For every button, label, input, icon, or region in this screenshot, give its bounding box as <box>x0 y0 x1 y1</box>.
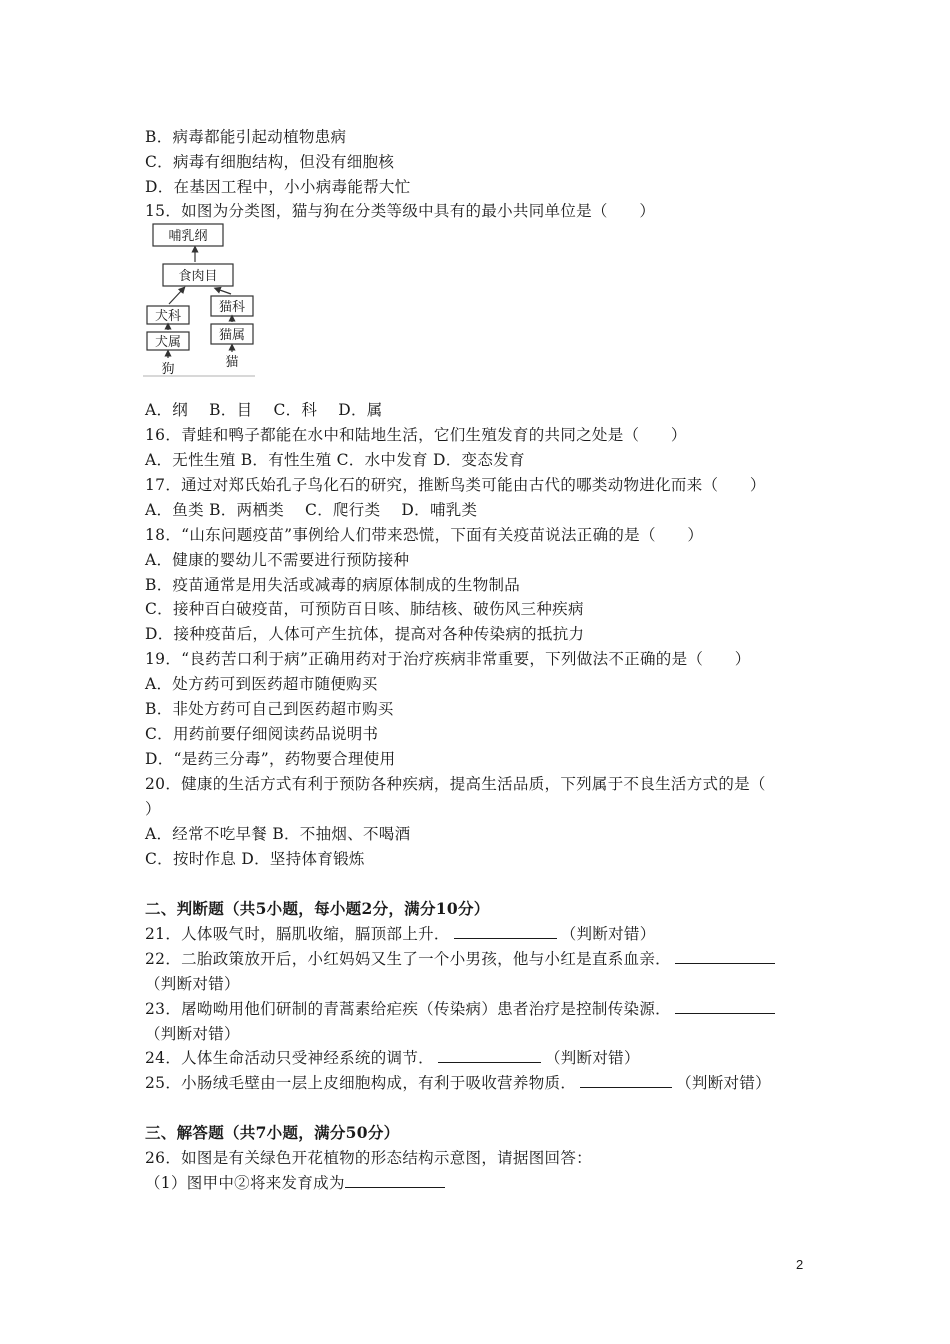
q25-answer-blank[interactable] <box>580 1073 672 1088</box>
q24-text: 24．人体生命活动只受神经系统的调节． <box>145 1049 434 1067</box>
q24-tag: （判断对错） <box>544 1049 640 1067</box>
section2-heading: 二、判断题（共5小题，每小题2分，满分10分） <box>145 899 490 918</box>
q25 <box>145 1073 771 1093</box>
q22-text: 22．二胎政策放开后，小红妈妈又生了一个小男孩，他与小红是直系血亲． <box>145 950 671 968</box>
q20-stem-line1: 20．健康的生活方式有利于预防各种疾病，提高生活品质，下列属于不良生活方式的是（ <box>145 775 766 793</box>
q23-answer-blank[interactable] <box>675 999 775 1014</box>
q21-text: 21．人体吸气时，膈肌收缩，膈顶部上升． <box>145 925 450 943</box>
q18-option-d: D．接种疫苗后，人体可产生抗体，提高对各种传染病的抵抗力 <box>145 625 585 643</box>
class-label: 哺乳纲 <box>168 229 208 244</box>
q14-option-b: B．病毒都能引起动植物患病 <box>145 128 347 146</box>
cat-genus-label: 猫属 <box>218 328 246 343</box>
q26-stem: 26．如图是有关绿色开花植物的形态结构示意图，请据图回答： <box>145 1149 592 1167</box>
section3-heading: 三、解答题（共7小题，满分50分） <box>145 1123 400 1142</box>
q26-part1 <box>145 1173 449 1193</box>
q23-text: 23．屠呦呦用他们研制的青蒿素给疟疾（传染病）患者治疗是控制传染源． <box>145 1000 671 1018</box>
q22 <box>145 949 779 969</box>
q20-stem-line2: ） <box>145 800 161 818</box>
q25-tag: （判断对错） <box>676 1074 771 1092</box>
q26-part1-text: （1）图甲中②将来发育成为 <box>145 1174 345 1192</box>
q18-option-a: A．健康的婴幼儿不需要进行预防接种 <box>145 551 410 569</box>
q23-tag: （判断对错） <box>145 1025 240 1043</box>
q15-options: A．纲 B．目 C．科 D．属 <box>145 401 383 419</box>
q25-text: 25．小肠绒毛壁由一层上皮细胞构成，有利于吸收营养物质． <box>145 1074 577 1092</box>
q20-options-2: C．按时作息 D．坚持体育锻炼 <box>145 850 365 868</box>
q17-stem: 17．通过对郑氏始孔子鸟化石的研究，推断鸟类可能由古代的哪类动物进化而来（ ） <box>145 476 766 494</box>
q19-option-d: D．“是药三分毒”，药物要合理使用 <box>145 750 396 768</box>
q18-option-b: B．疫苗通常是用失活或减毒的病原体制成的生物制品 <box>145 576 521 594</box>
classification-diagram <box>143 222 255 378</box>
q17-options: A．鱼类 B．两栖类 C．爬行类 D．哺乳类 <box>145 501 478 519</box>
page-number: 2 <box>796 1257 804 1272</box>
dog-label: 狗 <box>161 362 175 377</box>
q19-option-a: A．处方药可到医药超市随便购买 <box>145 675 378 693</box>
q24-answer-blank[interactable] <box>438 1048 541 1063</box>
cat-label: 猫 <box>225 355 239 370</box>
q21-answer-blank[interactable] <box>454 924 557 939</box>
dog-genus-label: 犬属 <box>154 335 182 350</box>
q18-option-c: C．接种百白破疫苗，可预防百日咳、肺结核、破伤风三种疾病 <box>145 600 584 618</box>
q16-options: A．无性生殖 B．有性生殖 C．水中发育 D．变态发育 <box>145 451 525 469</box>
q14-option-c: C．病毒有细胞结构，但没有细胞核 <box>145 153 395 171</box>
arrow-cat-family-to-order <box>217 289 231 294</box>
q22-answer-blank[interactable] <box>675 949 775 964</box>
q22-tag: （判断对错） <box>145 975 240 993</box>
q23 <box>145 999 779 1019</box>
q20-options-1: A．经常不吃早餐 B．不抽烟、不喝酒 <box>145 825 411 843</box>
q14-option-d: D．在基因工程中，小小病毒能帮大忙 <box>145 178 411 196</box>
q24 <box>145 1048 640 1068</box>
q15-stem: 15．如图为分类图，猫与狗在分类等级中具有的最小共同单位是（ ） <box>145 202 656 220</box>
q21 <box>145 924 656 944</box>
q18-stem: 18．“山东问题疫苗”事例给人们带来恐慌，下面有关疫苗说法正确的是（ ） <box>145 526 704 544</box>
cat-family-label: 猫科 <box>218 300 246 315</box>
q19-stem: 19．“良药苦口利于病”正确用药对于治疗疾病非常重要，下列做法不正确的是（ ） <box>145 650 751 668</box>
dog-family-label: 犬科 <box>154 309 182 324</box>
q16-stem: 16．青蛙和鸭子都能在水中和陆地生活，它们生殖发育的共同之处是（ ） <box>145 426 687 444</box>
q26-part1-answer-blank[interactable] <box>345 1173 445 1188</box>
q19-option-b: B．非处方药可自己到医药超市购买 <box>145 700 394 718</box>
q19-option-c: C．用药前要仔细阅读药品说明书 <box>145 725 379 743</box>
arrow-dog-family-to-order <box>169 289 183 304</box>
order-label: 食肉目 <box>178 269 218 284</box>
q21-tag: （判断对错） <box>560 925 656 943</box>
